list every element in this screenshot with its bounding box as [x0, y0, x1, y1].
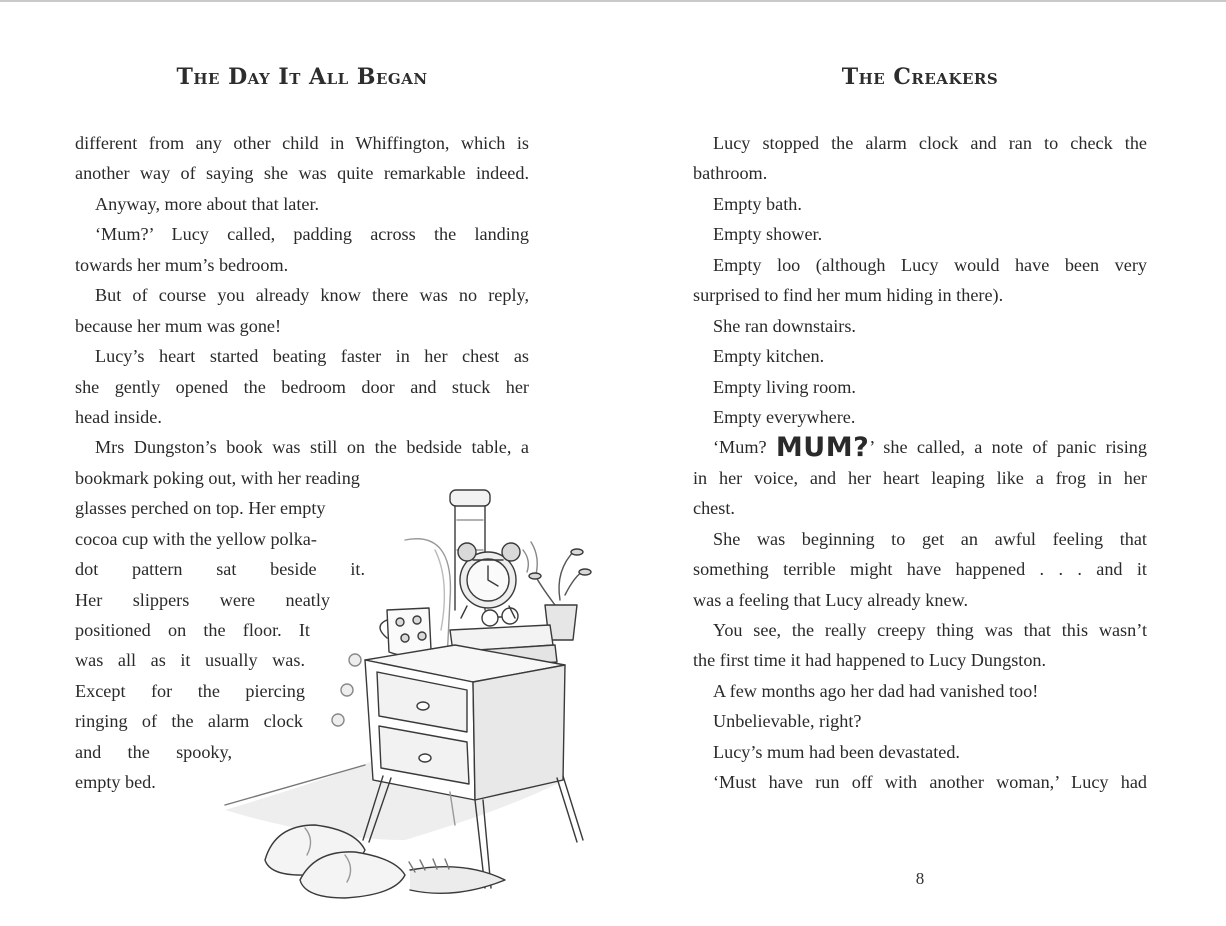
text-line: cocoa cup with the yellow polka- — [75, 528, 317, 549]
text-line: positioned on the floor. It — [75, 620, 310, 640]
text-line: empty bed. — [75, 772, 156, 793]
text-line: Anyway, more about that later. — [95, 193, 320, 214]
text-line: dot pattern sat beside it. — [75, 559, 365, 580]
mum-line-end: ’ she called, a note of panic rising — [869, 437, 1147, 458]
text-line: Lucy stopped the alarm clock and ran to check the — [713, 133, 1147, 153]
text-line: Except for the piercing — [75, 680, 305, 701]
text-line: Empty everywhere. — [713, 406, 856, 427]
text-line: something terrible might have happened . . . and it — [693, 559, 1147, 580]
text-line: Empty kitchen. — [713, 346, 825, 367]
text-line: another way of saying she was quite remarkable indeed. — [75, 163, 529, 184]
text-line: glasses perched on top. Her empty — [75, 498, 326, 519]
text-line: ‘Mum?’ Lucy called, padding across the landing — [95, 224, 529, 245]
text-line: Empty shower. — [713, 224, 823, 245]
text-line: bathroom. — [693, 163, 768, 184]
text-line: in her voice, and her heart leaping like a frog in her — [693, 467, 1147, 488]
left-running-head: The Day It All Began — [176, 64, 428, 90]
text-line: Her slippers were neatly — [75, 589, 330, 610]
mum-line-start: ‘Mum? — [713, 437, 776, 458]
right-body-text — [693, 128, 1147, 798]
right-page — [613, 0, 1226, 926]
text-line: surprised to find her mum hiding in there). — [693, 285, 1004, 306]
text-line: Lucy’s heart started beating faster in her chest as — [95, 346, 529, 367]
text-line: Empty loo (although Lucy would have been very — [713, 254, 1147, 275]
text-line: she gently opened the bedroom door and stuck her — [75, 376, 529, 397]
text-line: ringing of the alarm clock — [75, 711, 303, 732]
text-line: Unbelievable, right? — [713, 711, 862, 732]
text-line: Empty living room. — [713, 376, 856, 397]
text-line: different from any other child in Whiffington, which is — [75, 133, 529, 153]
text-line: towards her mum’s bedroom. — [75, 254, 289, 275]
text-line: A few months ago her dad had vanished too! — [713, 680, 1039, 701]
text-line: Lucy’s mum had been devastated. — [713, 741, 960, 762]
text-line: and the spooky, — [75, 741, 232, 762]
text-line: because her mum was gone! — [75, 315, 282, 336]
text-line: ‘Must have run off with another woman,’ Lucy had — [713, 772, 1147, 793]
mum-shout-line — [693, 432, 1147, 462]
text-line: the first time it had happened to Lucy Dungston. — [693, 650, 1047, 671]
text-line: head inside. — [75, 406, 162, 427]
text-line: Mrs Dungston’s book was still on the bedside table, a — [95, 437, 529, 458]
text-line: She was beginning to get an awful feeling that — [713, 528, 1147, 549]
text-line: She ran downstairs. — [713, 315, 856, 336]
mum-shout-word: MUM? — [775, 432, 870, 463]
text-line: chest. — [693, 498, 735, 519]
bedside-table-illustration — [205, 480, 615, 920]
text-line: You see, the really creepy thing was that this wasn’t — [713, 620, 1147, 640]
text-line: But of course you already know there was no reply, — [95, 285, 529, 306]
text-line: Empty bath. — [713, 193, 802, 214]
text-line: was all as it usually was. — [75, 650, 305, 671]
text-line: bookmark poking out, with her reading — [75, 467, 360, 488]
right-running-head: The Creakers — [841, 64, 999, 90]
text-line: was a feeling that Lucy already knew. — [693, 589, 969, 610]
page-number: 8 — [915, 869, 925, 888]
